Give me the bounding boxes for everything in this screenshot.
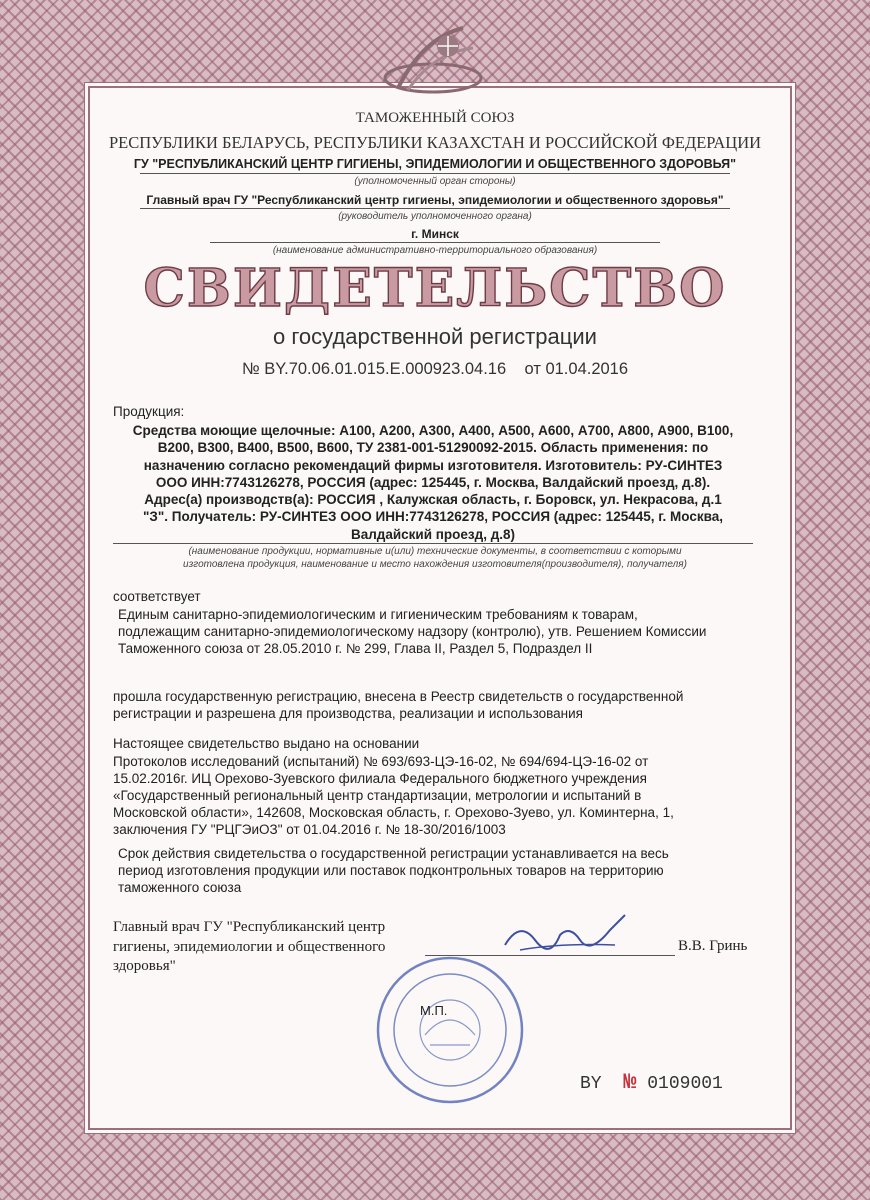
- header-republics: РЕСПУБЛИКИ БЕЛАРУСЬ, РЕСПУБЛИКИ КАЗАХСТАН И РОССИЙСКОЙ ФЕДЕРАЦИИ: [108, 133, 762, 152]
- serial-number: 0109001: [647, 1074, 723, 1094]
- conforms-line: подлежащим санитарно-эпидемиологическому надзору (контролю), утв. Решением Комиссии: [118, 624, 707, 639]
- registration-line: [0, 360, 870, 379]
- certificate-title: СВИДЕТЕЛЬСТВО: [143, 258, 727, 319]
- organ-underline: [140, 173, 730, 174]
- seal-label: М.П.: [420, 1003, 448, 1018]
- signatory-name: В.В. Гринь: [678, 938, 748, 954]
- signatory-title-line: здоровья": [113, 958, 176, 974]
- registration-date: от 01.04.2016: [524, 360, 629, 378]
- product-line: Средства моющие щелочные: А100, А200, А300, А400, А500, А600, А700, А800, А900, В100,: [132, 423, 734, 438]
- serial-number-block: [580, 1070, 723, 1095]
- registered-text: [113, 688, 753, 722]
- product-line: Адрес(а) производств(а): РОССИЯ , Калужская область, г. Боровск, ул. Некрасова, д.1: [144, 492, 722, 508]
- customs-union-emblem-icon: [378, 18, 488, 108]
- basis-line: 15.02.2016г. ИЦ Орехово-Зуевского филиала Федерального бюджетного учреждения: [113, 771, 647, 786]
- basis-text: [113, 753, 753, 838]
- head-underline: [140, 208, 730, 209]
- organ-caption: (уполномоченный орган стороны): [354, 176, 516, 187]
- serial-country: BY: [580, 1074, 602, 1094]
- city-underline: [210, 242, 660, 243]
- header-organ: ГУ "РЕСПУБЛИКАНСКИЙ ЦЕНТР ГИГИЕНЫ, ЭПИДЕМИОЛОГИИ И ОБЩЕСТВЕННОГО ЗДОРОВЬЯ": [133, 157, 737, 171]
- signature-underline: [425, 955, 675, 956]
- basis-line: «Государственный региональный центр стандартизации, метрологии и испытаний в: [113, 788, 642, 803]
- signature-icon: [500, 905, 630, 975]
- product-line: В200, В300, В400, В500, В600, ТУ 2381-001-51290092-2015. Область применения: по: [157, 440, 709, 456]
- conforms-line: Единым санитарно-эпидемиологическим и гигиеническим требованиям к товарам,: [118, 607, 638, 622]
- registered-line: регистрации и разрешена для производства, реализации и использования: [113, 706, 583, 721]
- basis-line: Протоколов исследований (испытаний) № 693/693-ЦЭ-16-02, № 694/694-ЦЭ-16-02 от: [113, 754, 649, 769]
- validity-line: Срок действия свидетельства о государственной регистрации устанавливается на весь: [118, 846, 669, 861]
- header-head: Главный врач ГУ "Республиканский центр гигиены, эпидемиологии и общественного здоровья": [146, 193, 724, 207]
- product-underline: [113, 543, 753, 544]
- signatory-title-line: Главный врач ГУ "Республиканский центр: [113, 919, 386, 935]
- conforms-line: Таможенного союза от 28.05.2010 г. № 299, Глава II, Раздел 5, Подраздел II: [118, 641, 593, 656]
- head-caption: (руководитель уполномоченного органа): [338, 211, 532, 222]
- product-description: [113, 422, 753, 543]
- product-line: Валдайский проезд, д.8): [350, 526, 516, 542]
- validity-line: период изготовления продукции или поставок подконтрольных товаров на территорию: [118, 863, 664, 878]
- product-line: ООО ИНН:7743126278, РОССИЯ (адрес: 125445, г. Москва, Валдайский проезд, д.8).: [155, 474, 711, 490]
- product-label: Продукция:: [113, 404, 185, 419]
- signatory-title: [113, 918, 385, 977]
- basis-line: заключения ГУ "РЦГЭиОЗ" от 01.04.2016 г. № 18-30/2016/1003: [113, 822, 506, 837]
- validity-line: таможенного союза: [118, 880, 242, 895]
- product-line: назначению согласно рекомендаций фирмы изготовителя. Изготовитель: РУ-СИНТЕЗ: [143, 457, 723, 473]
- certificate-subtitle: о государственной регистрации: [273, 324, 597, 349]
- conforms-text: [118, 606, 758, 657]
- registered-line: прошла государственную регистрацию, внесена в Реестр свидетельств о государственной: [113, 689, 684, 704]
- serial-no-sign: №: [623, 1070, 637, 1095]
- conforms-label: соответствует: [113, 589, 201, 604]
- basis-label: Настоящее свидетельство выдано на основании: [113, 736, 420, 751]
- product-line: "З". Получатель: РУ-СИНТЕЗ ООО ИНН:7743126278, РОССИЯ (адрес: 125445, г. Москва,: [143, 509, 723, 525]
- validity-text: [118, 845, 758, 896]
- registration-number: № BY.70.06.01.015.E.000923.04.16: [241, 360, 507, 378]
- product-caption-2: изготовлена продукция, наименование и место нахождения изготовителя(производителя), получателя): [183, 559, 687, 570]
- header-union: ТАМОЖЕННЫЙ СОЮЗ: [355, 110, 515, 126]
- city-caption: (наименование административно-территориального образования): [272, 245, 598, 256]
- header-city: г. Минск: [411, 227, 459, 241]
- basis-line: Московской области», 142608, Московская область, г. Орехово-Зуево, ул. Коминтерна, 1,: [113, 805, 674, 820]
- product-caption-1: (наименование продукции, нормативные и(или) технические документы, в соответствии с которыми: [188, 546, 682, 557]
- signatory-title-line: гигиены, эпидемиологии и общественного: [113, 938, 386, 955]
